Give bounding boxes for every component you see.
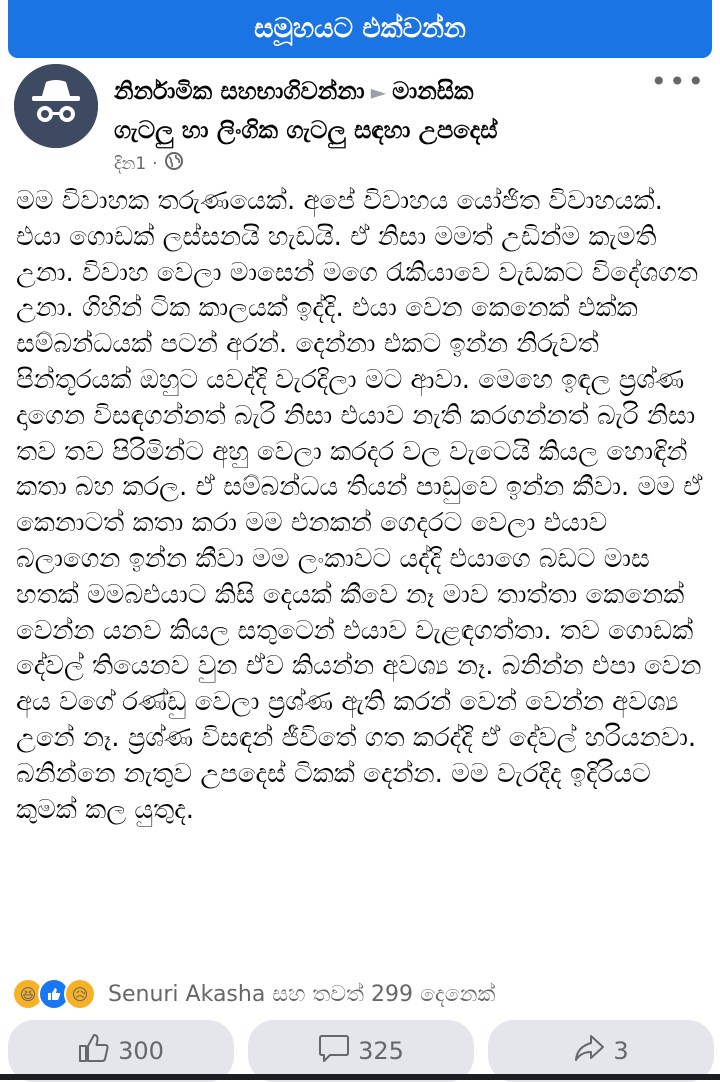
- comment-icon: [318, 1033, 350, 1069]
- post-title-line-1: [114, 72, 654, 111]
- post-paragraph: මම විවාහක තරුණයෙක්. අපේ විවාහය යෝජිත විවාහයක්. එයා ගොඩක් ලස්සනයි හැඩයි. ඒ නිසා මමත් උඩින්ම කැමති උනා. විවාහ වෙලා මාසෙන් මගෙ රැකියාවෙ වැඩකට විදේශගත උනා. ගිහින් ටික කාලයක් ඉද්දි. එයා වෙන කෙනෙක් එක්ක සම්බන්ධයක් පටන් අරන්. දෙන්නා එකට ඉන්න නිරුවත් පින්තූරයක් ඔහුට යවද්දි වැරදිලා මට ආවා. මෙහෙ ඉඳල ප්‍රශ්ණ දාගෙන විසඳගන්නත් බැරි නිසා එයාව නැති කරගන්නත් බැරි නිසා තව තව පිරිමින්ට අහු වෙලා කරදර වල වැටෙයි කියල හොඳින් කතා බහ කරල. ඒ සම්බන්ධය තියන් පාඩුවෙ ඉන්න කීවා. මම ඒ කෙනාටත් කතා කරා මම එනකන් ගෙදරට වෙලා එයාව බලාගෙන ඉන්න කීවා මම ලංකාවට යද්දි එයාගෙ බඩට මාස හතක් මමබඑයාට කිසි දෙයක් කීවෙ නෑ මාව තාත්තා කෙනෙක් වෙන්න යනව කියල සතුටෙන් එයාව වැළඳගත්තා. තව ගොඩක් දේවල් තියෙනව වුන ඒව කියන්න අවශ්‍ය නෑ. බනින්න එපා වෙන අය වගේ රණ්ඩු වෙලා ප්‍රශ්ණ ඇති කරන් වෙන් වෙන්න අවශ්‍ය උනේ නෑ. ප්‍රශ්ණ විසඳන් ජීවිතේ ගත කරද්දි ඒ දේවල් හරියනවා. බනින්නෙ නැතුව උපදෙස් ටිකක් දෙන්න. මම වැරදිද ඉදිරියට කුමක් කල යුතුද.: [16, 186, 703, 825]
- post-actions: [0, 1020, 720, 1080]
- group-name-part-1[interactable]: මානසික: [392, 77, 474, 105]
- reaction-icons: [12, 978, 90, 1010]
- reactions-text: Senuri Akasha සහ තවත් 299 දෙනෙක්: [108, 981, 496, 1007]
- post-time[interactable]: දින1: [114, 153, 147, 174]
- post-header: [0, 64, 720, 176]
- share-icon: [573, 1033, 605, 1069]
- reactions-summary[interactable]: [12, 976, 495, 1012]
- more-icon[interactable]: •••: [650, 65, 706, 98]
- share-count: 3: [613, 1037, 629, 1065]
- share-button[interactable]: [488, 1020, 714, 1082]
- author-name[interactable]: නිර්නාමික සහභාගිවන්නා: [114, 77, 365, 105]
- like-button[interactable]: [8, 1020, 234, 1082]
- post-header-text: [114, 72, 654, 176]
- globe-icon: [164, 151, 184, 176]
- post-title-line-2: [114, 111, 654, 149]
- comment-count: 325: [358, 1037, 404, 1065]
- join-group-label: සමූහයට එක්වන්න: [254, 13, 466, 44]
- comment-button[interactable]: [248, 1020, 474, 1082]
- post-body: [16, 184, 706, 828]
- incognito-avatar-icon[interactable]: [14, 64, 98, 148]
- like-icon: [78, 1033, 110, 1069]
- system-nav-strip: [0, 1074, 720, 1080]
- haha-icon: 😆: [12, 978, 44, 1010]
- sad-icon: 😥: [64, 978, 96, 1010]
- group-name-part-2[interactable]: ගැටලු හා ලිංගික ගැටලු සඳහා උපදෙස්: [114, 116, 498, 144]
- meta-separator: ·: [152, 153, 158, 174]
- arrow-right-icon: ►: [370, 80, 387, 104]
- like-count: 300: [118, 1037, 164, 1065]
- join-group-button[interactable]: [8, 0, 712, 58]
- post-meta: [114, 151, 654, 176]
